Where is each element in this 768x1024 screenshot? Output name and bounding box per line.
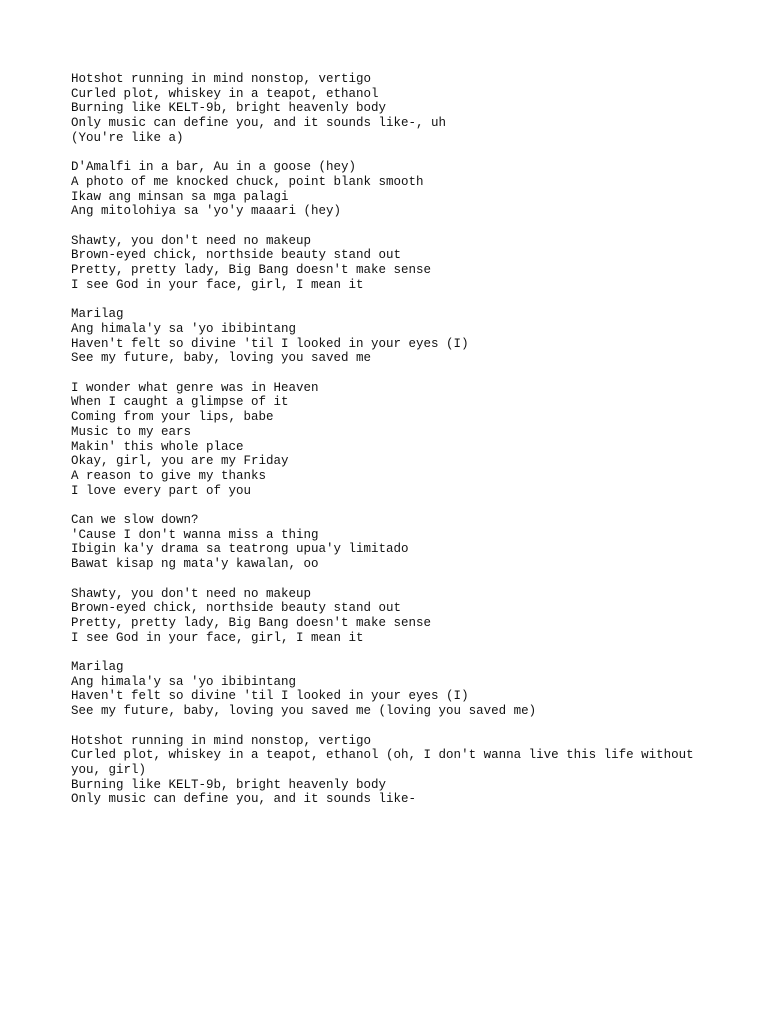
lyrics-stanza [71,160,711,219]
lyrics-stanza [71,734,711,808]
lyrics-line: Burning like KELT-9b, bright heavenly body [71,777,387,792]
lyrics-line: Ang himala'y sa 'yo ibibintang [71,321,297,336]
lyrics-line: Marilag [71,660,124,675]
lyrics-line: Coming from your lips, babe [71,410,274,425]
lyrics-line: I love every part of you [71,483,252,498]
lyrics-line: I see God in your face, girl, I mean it [71,277,364,292]
lyrics-stanza [71,72,711,146]
lyrics-line: Only music can define you, and it sounds like-, uh [71,116,447,131]
lyrics-stanza [71,307,711,366]
lyrics-stanza [71,381,711,499]
lyrics-stanza [71,234,711,293]
lyrics-line: Music to my ears [71,424,192,439]
lyrics-text [71,72,711,822]
lyrics-line: Shawty, you don't need no makeup [71,586,312,601]
lyrics-line: Only music can define you, and it sounds like- [71,792,417,807]
lyrics-line: (You're like a) [71,130,184,145]
lyrics-line: I wonder what genre was in Heaven [71,380,319,395]
lyrics-stanza [71,660,711,719]
lyrics-line: A photo of me knocked chuck, point blank smooth [71,174,424,189]
lyrics-stanza [71,587,711,646]
lyrics-line: Pretty, pretty lady, Big Bang doesn't make sense [71,615,432,630]
lyrics-line: Bawat kisap ng mata'y kawalan, oo [71,557,319,572]
lyrics-stanza [71,513,711,572]
lyrics-line: When I caught a glimpse of it [71,395,289,410]
lyrics-line: See my future, baby, loving you saved me (loving you saved me) [71,704,537,719]
lyrics-line: Ang mitolohiya sa 'yo'y maaari (hey) [71,204,342,219]
lyrics-line: Marilag [71,307,124,322]
lyrics-line: Makin' this whole place [71,439,244,454]
lyrics-line: Curled plot, whiskey in a teapot, ethanol [71,86,379,101]
lyrics-line: See my future, baby, loving you saved me [71,351,372,366]
lyrics-line: 'Cause I don't wanna miss a thing [71,527,319,542]
lyrics-line: Pretty, pretty lady, Big Bang doesn't make sense [71,263,432,278]
lyrics-line: Brown-eyed chick, northside beauty stand out [71,248,402,263]
lyrics-line: A reason to give my thanks [71,468,267,483]
lyrics-line: Okay, girl, you are my Friday [71,454,289,469]
lyrics-line: Haven't felt so divine 'til I looked in your eyes (I) [71,336,469,351]
lyrics-line: Ang himala'y sa 'yo ibibintang [71,674,297,689]
lyrics-line: Ibigin ka'y drama sa teatrong upua'y limitado [71,542,409,557]
lyrics-line: Hotshot running in mind nonstop, vertigo [71,72,372,86]
lyrics-line: I see God in your face, girl, I mean it [71,630,364,645]
lyrics-line: Can we slow down? [71,513,199,528]
lyrics-line: Hotshot running in mind nonstop, vertigo [71,733,372,748]
lyrics-line: Burning like KELT-9b, bright heavenly body [71,101,387,116]
lyrics-line: Curled plot, whiskey in a teapot, ethanol (oh, I don't wanna live this life without you, girl) [71,748,702,777]
lyrics-line: Brown-eyed chick, northside beauty stand out [71,601,402,616]
lyrics-line: D'Amalfi in a bar, Au in a goose (hey) [71,160,357,175]
lyrics-line: Haven't felt so divine 'til I looked in your eyes (I) [71,689,469,704]
lyrics-line: Ikaw ang minsan sa mga palagi [71,189,289,204]
lyrics-line: Shawty, you don't need no makeup [71,233,312,248]
